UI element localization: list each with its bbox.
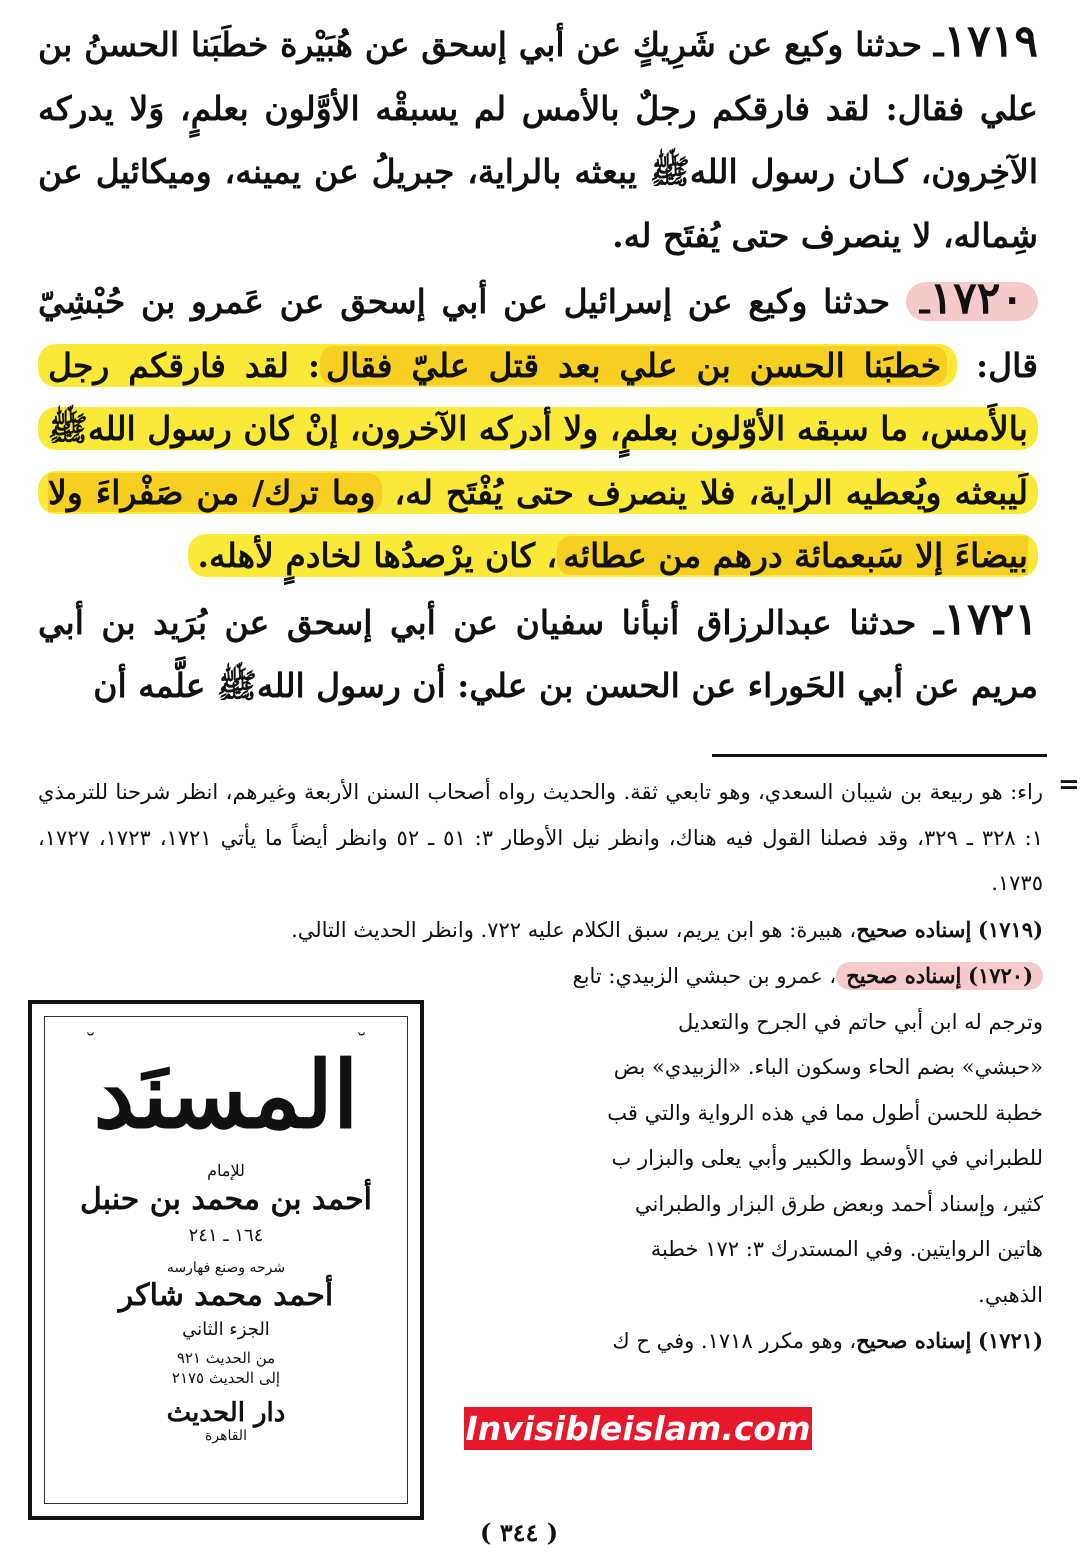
ornament-icon: ˘: [85, 1031, 96, 1056]
footnote-line: للطبراني في الأوسط والكبير وأبي يعلى والبزار ب: [611, 1146, 1043, 1170]
cover-publisher: دار الحديث: [166, 1398, 286, 1428]
highlighted-footnote-label: (١٧٢٠) إسناده صحيح: [836, 962, 1043, 990]
ornament-icon: ˘: [356, 1031, 367, 1056]
page-number: ( ٣٤٤ ): [480, 1518, 559, 1547]
footnote-1721: (١٧٢١) إسناده صحيح، وهو مكرر ١٧١٨. وفي ح ك: [612, 1328, 1043, 1353]
footnote-line: كثير، وإسناد أحمد وبعض طرق البزار والطبراني: [634, 1191, 1043, 1216]
haddathana: حدثنا: [823, 282, 891, 321]
cover-sharh: شرحه وصنع فهارسه: [166, 1260, 286, 1276]
footnote-1719: (١٧١٩) إسناده صحيح، هبيرة: هو ابن يريم، سبق الكلام عليه ٧٢٢. وانظر الحديث التالي.: [291, 916, 1043, 942]
hadith-1719: ١٧١٩ـ حدثنا وكيع عن شَرِيكٍ عن أبي إسحق عن هُبَيْرة خطَبَنا الحسنُ بن علي فقال: لقد فارقكم رجلٌ بالأمس لم يسبقْه الأوَّلون بعلمٍ، وَلا يدركه الآخِرون، كـان رسول اللهﷺ يبعثه بالراية، جبريلُ عن يمينه، وميكائيل عن شِماله، لا ينصرف حتى يُفتَح له.: [38, 16, 1038, 255]
cover-frame: [44, 1016, 408, 1504]
hadith-number: ١٧٢١: [943, 593, 1039, 645]
cover-city: القاهرة: [205, 1428, 247, 1444]
cover-title: المسنَد: [93, 1041, 359, 1149]
footnote-divider: [712, 754, 1047, 757]
cover-volume: الجزء الثاني: [182, 1319, 270, 1340]
cover-author: أحمد بن محمد بن حنبل: [79, 1182, 373, 1217]
cover-range: من الحديث ٩٢١ إلى الحديث ٢١٧٥: [171, 1349, 281, 1387]
hadith-1721: ١٧٢١ـ حدثنا عبدالرزاق أنبأنا سفيان عن أبي إسحق عن بُرَيد بن أبي مريم عن أبي الحَوراء عن الحسن بن علي: أن رسول اللهﷺ علَّمه أن: [38, 593, 1039, 705]
footnote-line: خطبة للحسن أطول مما في هذه الرواية والتي قب: [607, 1100, 1043, 1125]
cover-dates: ١٦٤ ـ ٢٤١: [188, 1225, 264, 1246]
hadith-1720: [38, 267, 1038, 588]
watermark-banner: Invisibleislam.com: [465, 1409, 811, 1448]
book-cover-image: [28, 1000, 424, 1520]
cover-editor: أحمد محمد شاكر: [118, 1278, 334, 1313]
main-text: [38, 10, 1038, 718]
highlighted-hadith-number: ١٧٢٠ـ: [906, 282, 1038, 321]
haddathana: حدثنا: [855, 25, 923, 64]
footnote-line: «حبشي» بضم الحاء وسكون الباء. «الزبيدي» بض: [613, 1055, 1043, 1079]
hadith-text: وكيع عن إسرائيل عن أبي إسحق عن عَمرو بن حُبْشِيّ قال:: [38, 282, 1038, 385]
cover-lil-imam: للإمام: [207, 1161, 245, 1180]
hadith-text: وكيع عن شَرِيكٍ عن أبي إسحق عن هُبَيْرة خطَبَنا الحسنُ بن علي فقال: لقد فارقكم رجلٌ بالأمس لم يسبقْه الأوَّلون بعلمٍ، وَلا يدركه الآخِرون، كـان رسول اللهﷺ يبعثه بالراية، جبريلُ عن يمينه، وميكائيل عن شِماله، لا ينصرف حتى يُفتَح له.: [38, 25, 1038, 255]
footnote-line: هاتين الروايتين. وفي المستدرك ٣: ١٧٢ خطبة: [650, 1237, 1043, 1261]
footnote-line: الذهبي.: [978, 1282, 1043, 1307]
highlighted-text: خطبَنا الحسن بن علي بعد قتل عليّ فقال: لقد فارقكم رجل بالأَمس، ما سبقه الأوّلون بعلمٍ، ولا أدركه الآخرون، إنْ كان رسول اللهﷺ لَيبعثه ويُعطيه الراية، فلا ينصرف حتى يُفْتَح له، وما ترك/ من صَفْراءَ ولا بيضاءَ إلا سَبعمائة درهم من عطائه، كان يرْصدُها لخادمٍ لأهله.: [38, 344, 1038, 578]
hadith-text: عبدالرزاق أنبأنا سفيان عن أبي إسحق عن بُرَيد بن أبي مريم عن أبي الحَوراء عن الحسن بن علي: أن رسول اللهﷺ علَّمه أن: [38, 602, 1038, 705]
continuation-mark: =: [1058, 770, 1080, 800]
footnote-1720: (١٧٢٠) إسناده صحيح، عمرو بن حبشي الزبيدي: تابع: [38, 953, 1043, 1000]
hadith-number: ١٧١٩: [943, 16, 1038, 67]
haddathana: حدثنا: [849, 602, 917, 642]
footnote-continued: راء: هو ربيعة بن شيبان السعدي، وهو تابعي ثقة. والحديث رواه أصحاب السنن الأربعة وغيرهم، انظر شرحنا للترمذي ١: ٣٢٨ ـ ٣٢٩، وقد فصلنا القول فيه هناك، وانظر نيل الأوطار ٣: ٥١ ـ ٥٢ وانظر أيضاً ما يأتي ١٧٢١، ١٧٢٣، ١٧٢٧، ١٧٣٥.: [38, 780, 1043, 895]
footnote-line: وترجم له ابن أبي حاتم في الجرح والتعديل: [677, 1009, 1043, 1034]
